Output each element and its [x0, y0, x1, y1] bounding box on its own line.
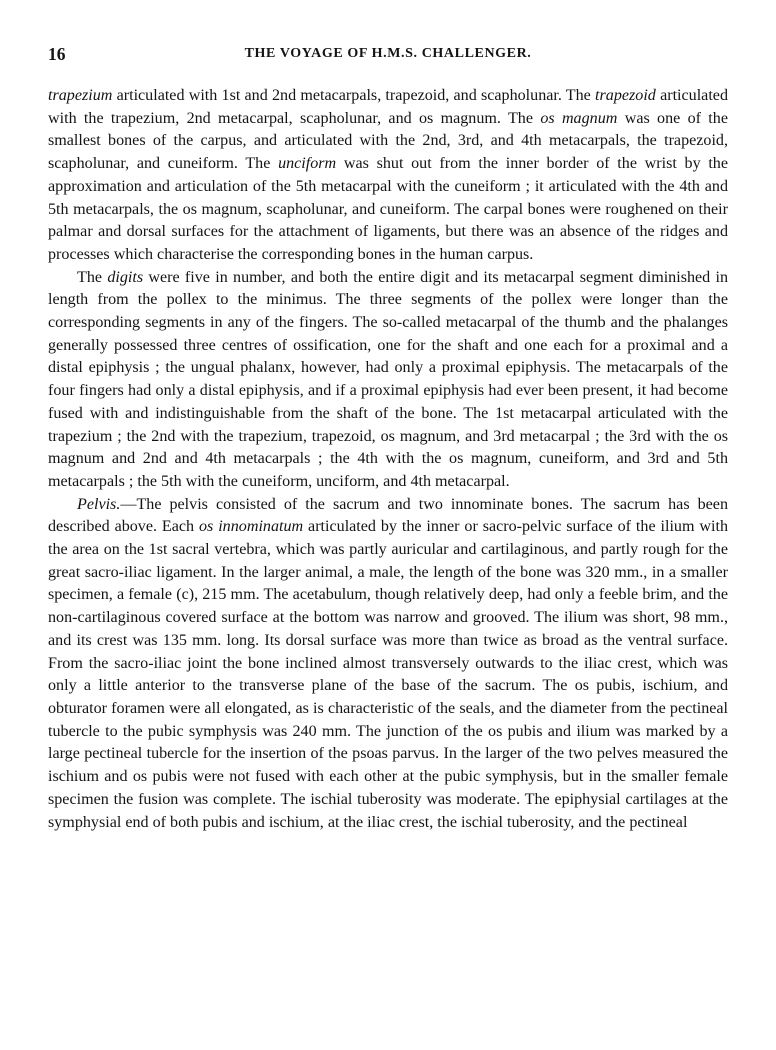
paragraph-carpus: trapezium articulated with 1st and 2nd metacarpals, trapezoid, and scapholunar. The trapezoid articulated with the trapezium, 2nd metacarpal, scapholunar, and os magnum. The os magnum was one of the smallest bones of the carpus, and articulated with the 2nd, 3rd, and 4th metacarpals, the trapezoid, scapholunar, and cuneiform. The unciform was shut out from the inner border of the wrist by the approximation and articulation of the 5th metacarpal with the cuneiform ; it articulated with the 4th and 5th metacarpals, the os magnum, scapholunar, and cuneiform. The carpal bones were roughened on their palmar and dorsal surfaces for the attachment of ligaments, but there was an absence of the ridges and processes which characterise the corresponding bones in the human carpus. [48, 87, 729, 263]
italic-term: Pelvis. [77, 495, 121, 513]
page-number: 16 [48, 44, 66, 64]
page-header [48, 44, 728, 68]
italic-term: os innominatum [199, 518, 304, 536]
italic-term: trapezium [48, 87, 113, 104]
italic-term: unciform [278, 155, 337, 173]
italic-term: os magnum [540, 109, 618, 127]
body-text [48, 85, 728, 834]
italic-term: digits [107, 268, 144, 286]
italic-term: trapezoid [595, 87, 656, 104]
paragraph-digits: The digits were five in number, and both the entire digit and its metacarpal segment diminished in length from the pollex to the minimus. The three segments of the pollex were longer than the corresponding segments in any of the fingers. The so-called metacarpal of the thumb and the phalanges generally possessed three centres of ossification, one for the shaft and one each for a proximal and a distal epiphysis ; the ungual phalanx, however, had only a proximal epiphysis. The metacarpals of the four fingers had only a distal epiphysis, and if a proximal epiphysis had ever been present, it had become fused with and indistinguishable from the shaft of the bone. The 1st metacarpal articulated with the trapezium ; the 2nd with the trapezium, trapezoid, os magnum, and 3rd metacarpal ; the 3rd with the os magnum and 2nd and 4th metacarpals ; the 4th with the os magnum, cuneiform, and 3rd and 5th metacarpals ; the 5th with the cuneiform, unciform, and 4th metacarpal. [48, 268, 729, 490]
running-title: THE VOYAGE OF H.M.S. CHALLENGER. [244, 46, 532, 61]
paragraph-pelvis: Pelvis.—The pelvis consisted of the sacrum and two innominate bones. The sacrum has been described above. Each os innominatum articulated by the inner or sacro-pelvic surface of the ilium with the area on the 1st sacral vertebra, which was partly auricular and cartilaginous, and partly rough for the great sacro-iliac ligament. In the larger animal, a male, the length of the bone was 320 mm., in a smaller specimen, a female (c), 215 mm. The acetabulum, though relatively deep, had only a feeble brim, and the non-cartilaginous covered surface at the bottom was narrow and grooved. The ilium was short, 98 mm., and its crest was 135 mm. long. Its dorsal surface was more than twice as broad as the ventral surface. From the sacro-iliac joint the bone inclined almost transversely outwards to the iliac crest, which was only a little anterior to the transverse plane of the base of the sacrum. The os pubis, ischium, and obturator foramen were all elongated, as is characteristic of the seals, and the diameter from the pectineal tubercle to the pubic symphysis was 240 mm. The junction of the os pubis and ilium was marked by a large pectineal tubercle for the insertion of the psoas parvus. In the larger of the two pelves measured the ischium and os pubis were not fused with each other at the pubic symphysis, but in the smaller female specimen the fusion was complete. The ischial tuberosity was moderate. The epiphysial cartilages at the symphysial end of both pubis and ischium, at the iliac crest, the ischial tuberosity, and the pectineal [48, 495, 728, 831]
